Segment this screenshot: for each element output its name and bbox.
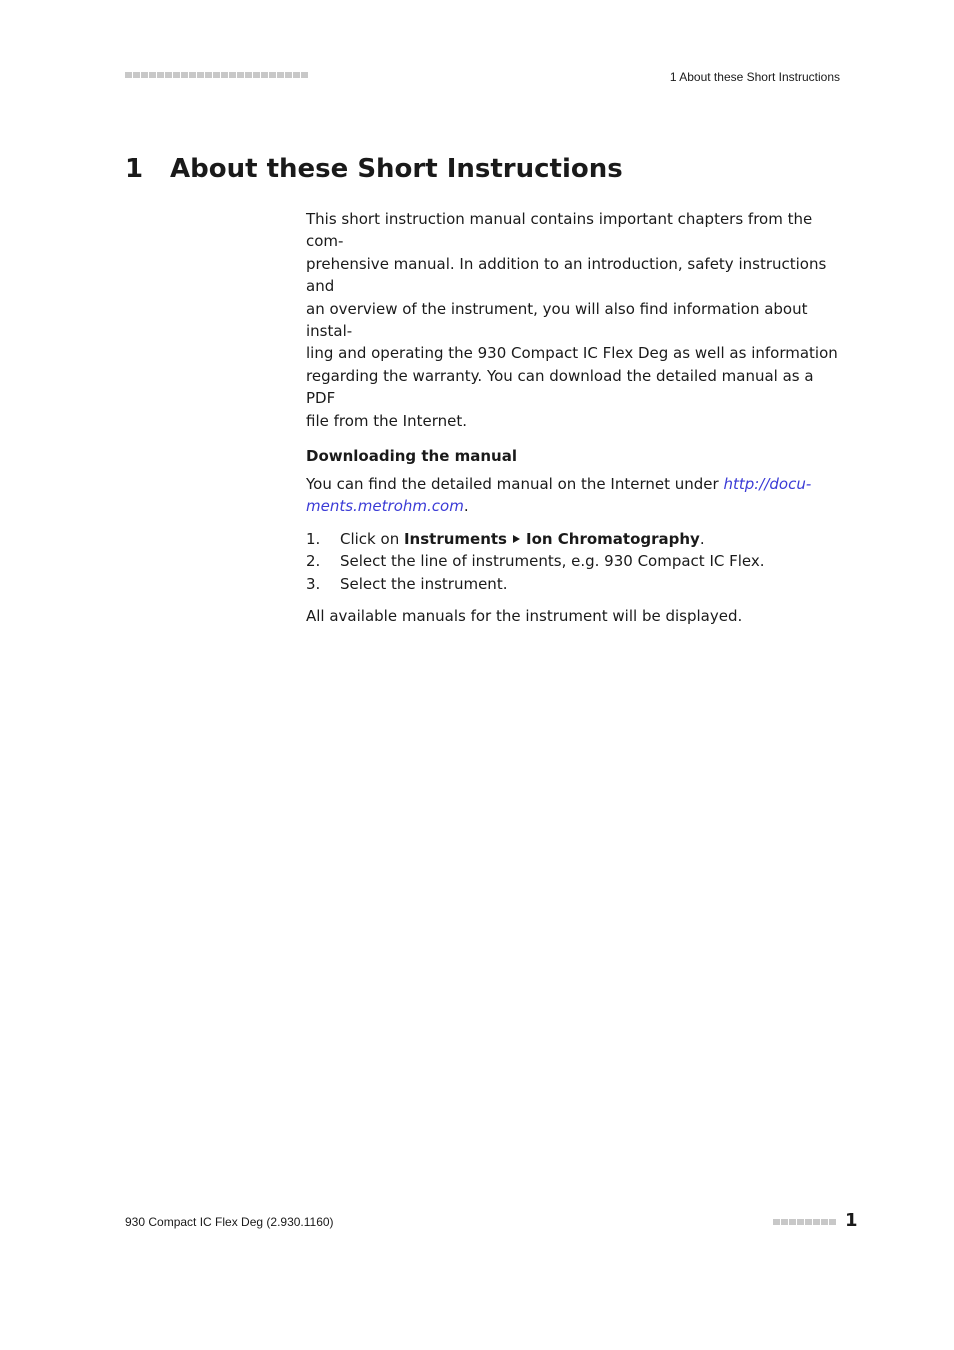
download-paragraph: You can find the detailed manual on the Internet under http://docu- ments.metrohm.com. — [306, 475, 812, 516]
menu-instruments: Instruments — [403, 529, 507, 548]
steps-list — [306, 528, 841, 595]
intro-paragraph: This short instruction manual contains important chapters from the com- prehensive manual. In addition to an introduction, safety instructions and an overview of the instrument, you will also find information about instal- ling and operating the 930 Compact IC Flex Deg as well as information regarding the warranty. You can download the detailed manual as a PDF file from the Internet. — [306, 210, 838, 430]
closing-paragraph: All available manuals for the instrument will be displayed. — [306, 607, 743, 626]
section-heading: Downloading the manual — [306, 447, 517, 466]
header-decoration — [125, 72, 308, 78]
chapter-number: 1 — [125, 154, 144, 184]
running-header: 1 About these Short Instructions — [669, 70, 840, 84]
footer-decoration — [773, 1219, 836, 1225]
list-item: 1. Click on Instruments Ion Chromatography. — [306, 529, 705, 548]
menu-arrow-icon — [513, 535, 520, 543]
manual-link[interactable]: http://docu- ments.metrohm.com — [306, 475, 812, 516]
chapter-title — [125, 150, 623, 188]
list-item: 3. Select the instrument. — [306, 574, 508, 593]
list-item: 2. Select the line of instruments, e.g. 930 Compact IC Flex. — [306, 552, 765, 571]
chapter-title-text: About these Short Instructions — [170, 154, 623, 184]
footer-product: 930 Compact IC Flex Deg (2.930.1160) — [125, 1215, 334, 1229]
menu-ion-chromatography: Ion Chromatography — [525, 529, 700, 548]
main-content — [306, 208, 841, 628]
page-number: 1 — [845, 1210, 858, 1231]
